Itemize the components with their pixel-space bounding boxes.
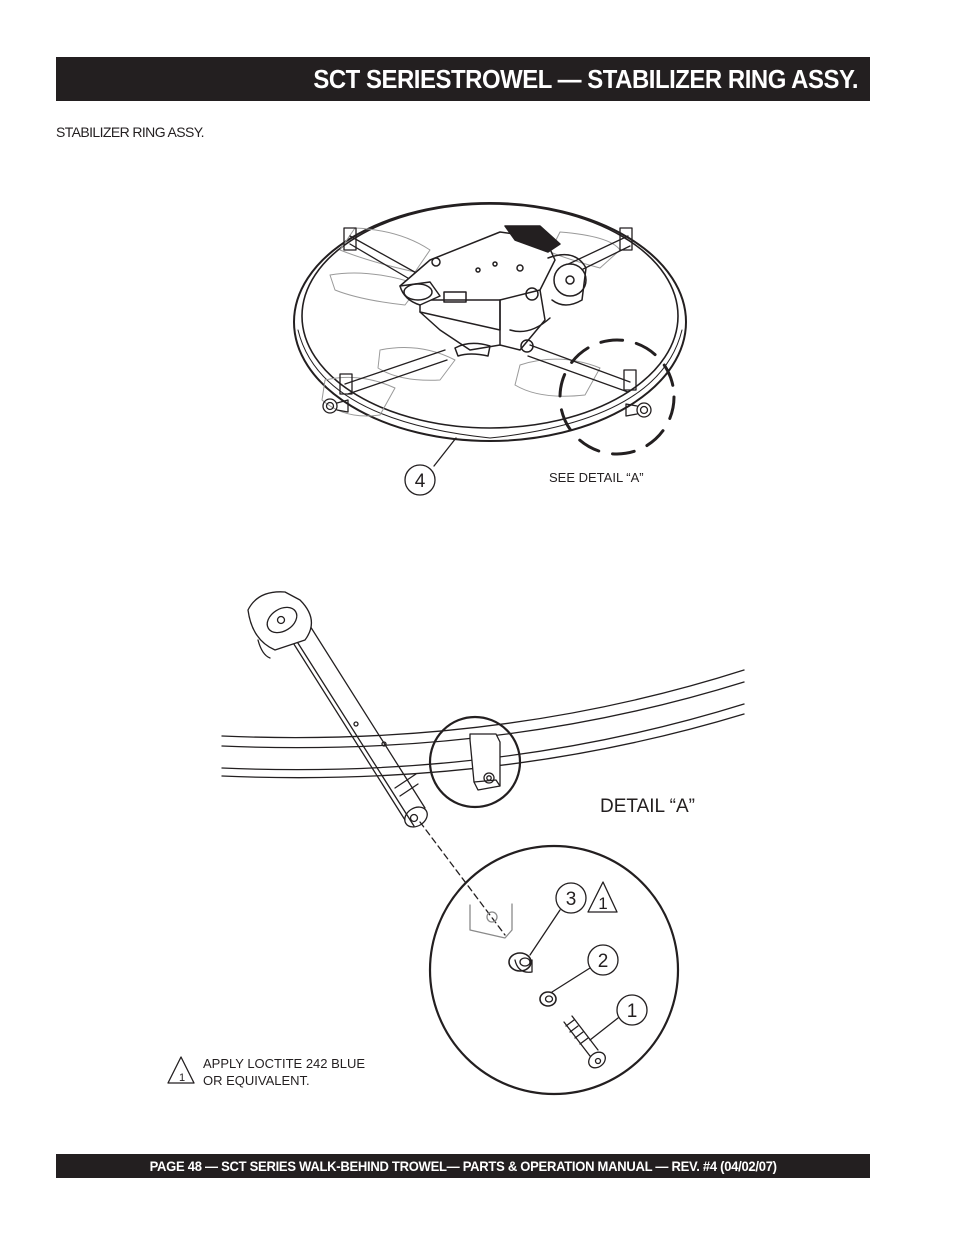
spider-arm-sw — [345, 350, 447, 394]
part-2-washer — [540, 992, 556, 1006]
ring-bolt-right — [626, 403, 651, 417]
gearbox-housing — [400, 226, 586, 356]
stabilizer-ring-assembly — [294, 203, 686, 495]
page-footer-bar — [56, 1154, 870, 1178]
ring-bolt-left — [323, 399, 348, 413]
note-text-line-1: APPLY LOCTITE 242 BLUE — [203, 1056, 366, 1071]
ring-bracket — [470, 734, 500, 790]
callout-2-label: 2 — [597, 951, 609, 972]
part-3-spacer — [509, 953, 532, 972]
page-title: SCT SERIESTROWEL — STABILIZER RING ASSY. — [313, 63, 858, 94]
callout-1-label: 1 — [626, 1001, 638, 1022]
detail-explode-circle — [430, 846, 678, 1094]
note-text-line-2: OR EQUIVALENT. — [203, 1073, 310, 1088]
detail-a-indicator-circle — [560, 340, 674, 454]
warning-triangle-number: 1 — [598, 894, 608, 913]
section-subtitle: STABILIZER RING ASSY. — [56, 124, 204, 140]
spider-arm-se — [528, 345, 630, 392]
detail-a-drawing — [168, 592, 744, 1094]
exploded-bracket-ghost — [470, 904, 512, 938]
spider-arm-shaft — [248, 592, 431, 831]
see-detail-a-label: SEE DETAIL “A” — [549, 470, 644, 485]
page-footer-text: PAGE 48 — SCT SERIES WALK-BEHIND TROWEL— PARTS & OPERATION MANUAL — REV. #4 (04/02/07) — [149, 1158, 777, 1174]
part-1-socket-cap-screw — [564, 1016, 608, 1071]
detail-a-title: DETAIL “A” — [600, 796, 696, 817]
callout-4-label: 4 — [414, 471, 426, 492]
note-triangle-number: 1 — [178, 1072, 186, 1084]
callout-3-label: 3 — [565, 889, 577, 910]
